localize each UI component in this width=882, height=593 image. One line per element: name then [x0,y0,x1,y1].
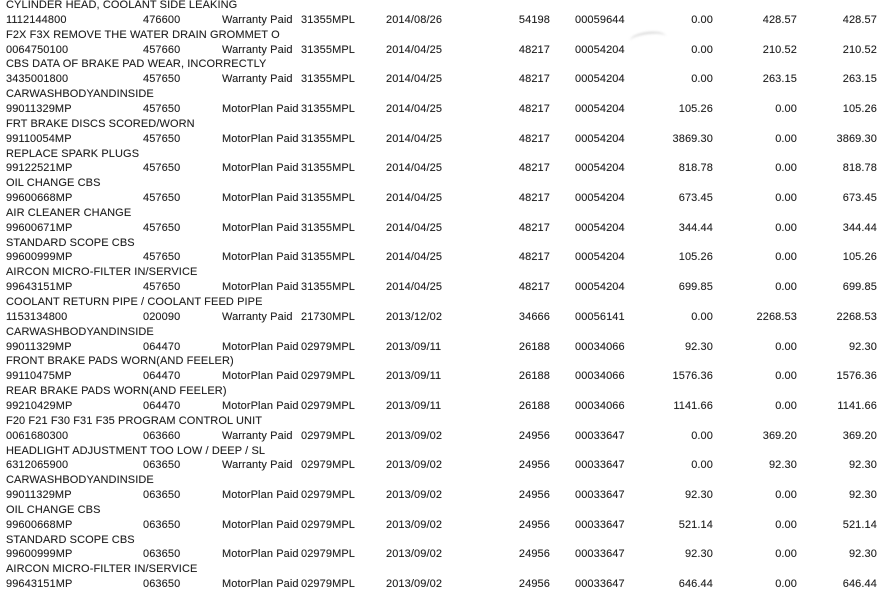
dealer-code: 31355MPL [301,192,356,205]
amount-col1: 0.00 [691,459,713,472]
defect-code: 063650 [143,578,181,591]
repair-description: HEADLIGHT ADJUSTMENT TOO LOW / DEEP / SL [6,444,266,457]
defect-code: 457650 [143,162,181,175]
record-description-line [0,533,882,548]
mileage-value: 24956 [518,548,550,561]
payment-status: MotorPlan Paid [222,102,299,115]
amount-col1: 3869.30 [672,132,713,145]
amount-col2: 0.00 [775,399,797,412]
service-date: 2014/04/25 [386,251,443,264]
service-date: 2013/09/02 [386,578,443,591]
service-date: 2014/04/25 [386,43,443,56]
defect-code: 457650 [143,73,181,86]
service-date: 2013/09/02 [386,548,443,561]
payment-status: Warranty Paid [222,310,293,323]
service-date: 2013/09/02 [386,518,443,531]
part-number: 99643151MP [6,281,73,294]
repair-description: F2X F3X REMOVE THE WATER DRAIN GROMMET O [6,28,280,41]
amount-total: 2268.53 [836,310,877,323]
amount-col2: 0.00 [775,340,797,353]
record-data-row [0,340,882,355]
amount-col2: 0.00 [775,221,797,234]
mileage-value: 48217 [518,73,550,86]
amount-col1: 646.44 [678,578,713,591]
amount-total: 646.44 [842,578,877,591]
amount-col2: 2268.53 [756,310,797,323]
record-data-row [0,577,882,592]
amount-total: 92.30 [848,340,877,353]
service-date: 2013/09/11 [386,370,442,383]
order-number: 00056141 [575,310,625,323]
part-number: 99011329MP [6,340,72,353]
amount-total: 92.30 [848,548,877,561]
order-number: 00054204 [575,221,625,234]
amount-col2: 263.15 [762,73,797,86]
record-description-line [0,28,882,43]
payment-status: MotorPlan Paid [222,281,299,294]
service-date: 2013/12/02 [386,310,443,323]
defect-code: 457650 [143,192,181,205]
record-data-row [0,547,882,562]
dealer-code: 02979MPL [301,518,356,531]
mileage-value: 48217 [518,251,550,264]
record-data-row [0,399,882,414]
part-number: 99600999MP [6,548,73,561]
record-data-row [0,310,882,325]
amount-col2: 0.00 [775,251,797,264]
amount-col1: 521.14 [678,518,713,531]
record-data-row [0,72,882,87]
part-number: 99011329MP [6,489,72,502]
dealer-code: 02979MPL [301,429,356,442]
order-number: 00059644 [575,13,625,26]
payment-status: MotorPlan Paid [222,340,299,353]
repair-description: STANDARD SCOPE CBS [6,533,135,546]
service-date: 2014/04/25 [386,162,443,175]
amount-col1: 0.00 [691,429,713,442]
record-description-line [0,57,882,72]
order-number: 00033647 [575,459,625,472]
defect-code: 063650 [143,489,181,502]
record-data-row [0,43,882,58]
order-number: 00033647 [575,518,625,531]
amount-col1: 0.00 [691,43,713,56]
service-date: 2013/09/11 [386,340,442,353]
amount-total: 344.44 [842,221,877,234]
order-number: 00033647 [575,429,625,442]
payment-status: Warranty Paid [222,459,293,472]
part-number: 1112144800 [6,13,67,26]
order-number: 00054204 [575,132,625,145]
payment-status: MotorPlan Paid [222,221,299,234]
amount-col2: 0.00 [775,548,797,561]
amount-col2: 0.00 [775,192,797,205]
part-number: 0061680300 [6,429,69,442]
payment-status: Warranty Paid [222,13,293,26]
amount-total: 263.15 [842,73,877,86]
record-data-row [0,369,882,384]
order-number: 00033647 [575,489,625,502]
record-description-line [0,117,882,132]
order-number: 00054204 [575,43,625,56]
mileage-value: 48217 [518,221,550,234]
part-number: 99210429MP [6,399,73,412]
part-number: 3435001800 [6,73,69,86]
repair-description: OIL CHANGE CBS [6,177,101,190]
order-number: 00034066 [575,340,625,353]
part-number: 99600668MP [6,192,73,205]
payment-status: MotorPlan Paid [222,548,299,561]
record-description-line [0,0,882,13]
dealer-code: 31355MPL [301,281,356,294]
mileage-value: 48217 [518,43,550,56]
record-data-row [0,102,882,117]
amount-col1: 1576.36 [672,370,713,383]
repair-description: F20 F21 F30 F31 F35 PROGRAM CONTROL UNIT [6,414,263,427]
dealer-code: 31355MPL [301,251,356,264]
record-description-line [0,473,882,488]
amount-col2: 0.00 [775,518,797,531]
order-number: 00054204 [575,162,625,175]
part-number: 99600668MP [6,518,73,531]
payment-status: MotorPlan Paid [222,399,299,412]
service-date: 2014/08/26 [386,13,443,26]
amount-col2: 369.20 [762,429,797,442]
repair-description: CBS DATA OF BRAKE PAD WEAR, INCORRECTLY [6,58,267,71]
defect-code: 457660 [143,43,181,56]
defect-code: 063650 [143,518,181,531]
record-data-row [0,488,882,503]
payment-status: MotorPlan Paid [222,251,299,264]
record-data-row [0,132,882,147]
repair-description: AIR CLEANER CHANGE [6,206,132,219]
amount-col1: 92.30 [684,489,713,502]
dealer-code: 02979MPL [301,548,356,561]
defect-code: 063650 [143,548,181,561]
part-number: 99110054MP [6,132,72,145]
dealer-code: 31355MPL [301,73,356,86]
dealer-code: 02979MPL [301,370,356,383]
amount-total: 92.30 [848,459,877,472]
amount-col2: 0.00 [775,370,797,383]
record-description-line [0,414,882,429]
payment-status: Warranty Paid [222,43,293,56]
record-data-row [0,518,882,533]
repair-description: CARWASHBODYANDINSIDE [6,325,154,338]
repair-description: AIRCON MICRO-FILTER IN/SERVICE [6,563,198,576]
repair-description: COOLANT RETURN PIPE / COOLANT FEED PIPE [6,296,263,308]
mileage-value: 26188 [518,340,550,353]
dealer-code: 02979MPL [301,399,356,412]
amount-col1: 92.30 [684,548,713,561]
record-data-row [0,429,882,444]
record-data-row [0,191,882,206]
defect-code: 064470 [143,340,181,353]
order-number: 00034066 [575,370,625,383]
record-description-line [0,87,882,102]
order-number: 00033647 [575,578,625,591]
mileage-value: 24956 [518,518,550,531]
mileage-value: 26188 [518,399,550,412]
dealer-code: 21730MPL [301,310,356,323]
payment-status: MotorPlan Paid [222,518,299,531]
amount-total: 1141.66 [837,399,877,412]
repair-description: FRT BRAKE DISCS SCORED/WORN [6,117,195,130]
defect-code: 063650 [143,459,181,472]
service-date: 2014/04/25 [386,221,443,234]
mileage-value: 54198 [518,13,550,26]
amount-col1: 699.85 [678,281,713,294]
record-description-line [0,503,882,518]
mileage-value: 26188 [518,370,550,383]
mileage-value: 48217 [518,102,550,115]
payment-status: MotorPlan Paid [222,578,299,591]
amount-col2: 0.00 [775,132,797,145]
dealer-code: 31355MPL [301,162,356,175]
repair-description: AIRCON MICRO-FILTER IN/SERVICE [6,266,198,279]
amount-total: 1576.36 [836,370,877,383]
repair-description: CARWASHBODYANDINSIDE [6,88,154,101]
amount-total: 92.30 [848,489,877,502]
defect-code: 064470 [143,399,181,412]
amount-total: 673.45 [842,192,877,205]
amount-col2: 92.30 [768,459,797,472]
amount-col1: 0.00 [691,73,713,86]
mileage-value: 24956 [518,429,550,442]
part-number: 99122521MP [6,162,73,175]
dealer-code: 31355MPL [301,132,356,145]
amount-col2: 428.57 [762,13,797,26]
record-description-line [0,354,882,369]
amount-total: 105.26 [842,102,877,115]
repair-description: OIL CHANGE CBS [6,503,101,516]
repair-description: CARWASHBODYANDINSIDE [6,474,154,487]
record-description-line [0,295,882,310]
repair-description: STANDARD SCOPE CBS [6,236,135,249]
mileage-value: 34666 [518,310,550,323]
service-date: 2014/04/25 [386,132,443,145]
dealer-code: 02979MPL [301,340,356,353]
mileage-value: 48217 [518,192,550,205]
record-description-line [0,384,882,399]
record-description-line [0,444,882,459]
part-number: 99600671MP [6,221,73,234]
defect-code: 064470 [143,370,181,383]
part-number: 99110475MP [6,370,72,383]
mileage-value: 24956 [518,459,550,472]
record-description-line [0,206,882,221]
amount-col2: 0.00 [775,578,797,591]
record-data-row [0,13,882,28]
dealer-code: 31355MPL [301,221,356,234]
defect-code: 457650 [143,132,181,145]
record-data-row [0,458,882,473]
mileage-value: 48217 [518,281,550,294]
order-number: 00054204 [575,192,625,205]
amount-col1: 105.26 [678,102,713,115]
payment-status: Warranty Paid [222,73,293,86]
defect-code: 457650 [143,102,181,115]
amount-col2: 0.00 [775,102,797,115]
part-number: 1153134800 [6,310,68,323]
record-data-row [0,280,882,295]
order-number: 00054204 [575,251,625,264]
record-description-line [0,236,882,251]
amount-col1: 0.00 [691,13,713,26]
amount-col2: 210.52 [762,43,797,56]
payment-status: MotorPlan Paid [222,162,299,175]
amount-total: 818.78 [842,162,877,175]
payment-status: Warranty Paid [222,429,293,442]
service-date: 2014/04/25 [386,192,443,205]
order-number: 00054204 [575,73,625,86]
service-date: 2013/09/11 [386,399,442,412]
record-data-row [0,221,882,236]
dealer-code: 02979MPL [301,459,356,472]
amount-col2: 0.00 [775,281,797,294]
record-data-row [0,161,882,176]
service-date: 2013/09/02 [386,489,443,502]
order-number: 00054204 [575,281,625,294]
payment-status: MotorPlan Paid [222,489,299,502]
record-data-row [0,250,882,265]
part-number: 6312065900 [6,459,69,472]
amount-total: 699.85 [842,281,877,294]
dealer-code: 31355MPL [301,13,356,26]
service-date: 2014/04/25 [386,102,443,115]
amount-col1: 344.44 [678,221,713,234]
record-description-line [0,562,882,577]
mileage-value: 24956 [518,578,550,591]
amount-total: 210.52 [842,43,877,56]
repair-description: FRONT BRAKE PADS WORN(AND FEELER) [6,355,234,368]
amount-col1: 105.26 [678,251,713,264]
defect-code: 063660 [143,429,181,442]
amount-col2: 0.00 [775,162,797,175]
dealer-code: 02979MPL [301,578,356,591]
amount-col1: 818.78 [678,162,713,175]
service-date: 2014/04/25 [386,281,443,294]
amount-total: 428.57 [842,13,877,26]
part-number: 0064750100 [6,43,69,56]
dealer-code: 02979MPL [301,489,356,502]
record-description-line [0,147,882,162]
payment-status: MotorPlan Paid [222,132,299,145]
amount-col1: 673.45 [678,192,713,205]
amount-col1: 0.00 [691,310,713,323]
order-number: 00034066 [575,399,625,412]
repair-description: REAR BRAKE PADS WORN(AND FEELER) [6,385,227,398]
part-number: 99011329MP [6,102,72,115]
defect-code: 457650 [143,251,181,264]
mileage-value: 24956 [518,489,550,502]
defect-code: 476600 [143,13,181,26]
service-date: 2013/09/02 [386,429,443,442]
payment-status: MotorPlan Paid [222,370,299,383]
amount-col2: 0.00 [775,489,797,502]
payment-status: MotorPlan Paid [222,192,299,205]
part-number: 99643151MP [6,578,73,591]
dealer-code: 31355MPL [301,43,356,56]
defect-code: 020090 [143,310,181,323]
defect-code: 457650 [143,281,181,294]
part-number: 99600999MP [6,251,73,264]
record-description-line [0,176,882,191]
mileage-value: 48217 [518,132,550,145]
amount-total: 521.14 [842,518,877,531]
amount-total: 3869.30 [836,132,877,145]
amount-total: 105.26 [842,251,877,264]
record-description-line [0,265,882,280]
service-date: 2014/04/25 [386,73,443,86]
order-number: 00033647 [575,548,625,561]
order-number: 00054204 [575,102,625,115]
mileage-value: 48217 [518,162,550,175]
repair-description: CYLINDER HEAD, COOLANT SIDE LEAKING [6,0,238,11]
service-date: 2013/09/02 [386,459,443,472]
dealer-code: 31355MPL [301,102,356,115]
amount-col1: 92.30 [684,340,713,353]
repair-description: REPLACE SPARK PLUGS [6,147,140,160]
amount-total: 369.20 [842,429,877,442]
record-description-line [0,325,882,340]
amount-col1: 1141.66 [673,399,713,412]
defect-code: 457650 [143,221,181,234]
